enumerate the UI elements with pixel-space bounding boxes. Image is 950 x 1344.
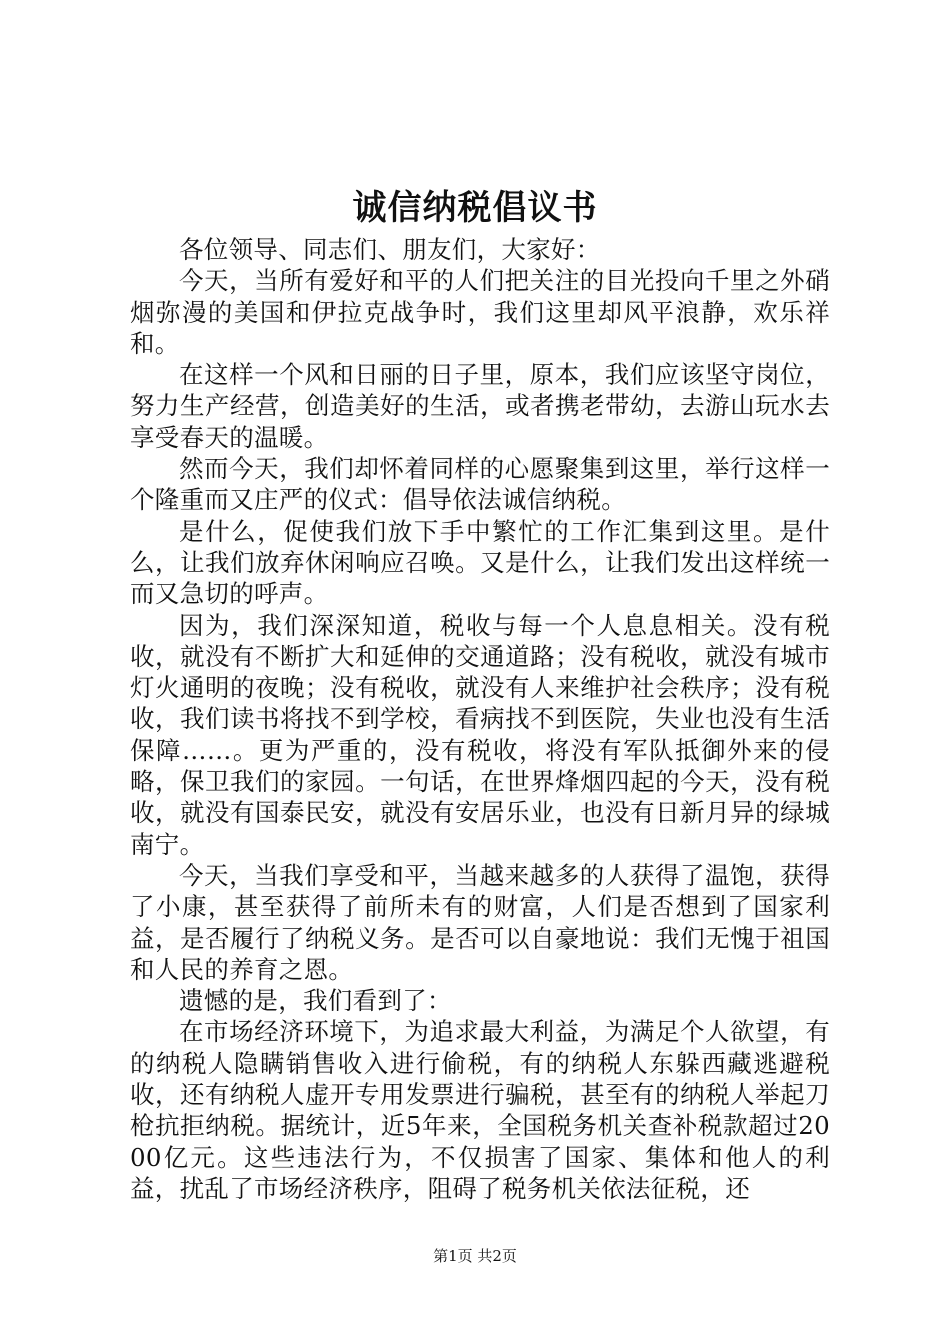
document-body <box>130 234 830 1204</box>
paragraph: 今天，当我们享受和平，当越来越多的人获得了温饱，获得了小康，甚至获得了前所未有的财富，人们是否想到了国家利益，是否履行了纳税义务。是否可以自豪地说：我们无愧于祖国和人民的养育之恩。 <box>130 860 830 984</box>
paragraph: 因为，我们深深知道，税收与每一个人息息相关。没有税收，就没有不断扩大和延伸的交通道路；没有税收，就没有城市灯火通明的夜晚；没有税收，就没有人来维护社会秩序；没有税收，我们读书将找不到学校，看病找不到医院，失业也没有生活保障……。更为严重的，没有税收，将没有军队抵御外来的侵略，保卫我们的家园。一句话，在世界烽烟四起的今天，没有税收，就没有国泰民安，就没有安居乐业，也没有日新月异的绿城南宁。 <box>130 610 830 859</box>
paragraph: 今天，当所有爱好和平的人们把关注的目光投向千里之外硝烟弥漫的美国和伊拉克战争时，我们这里却风平浪静，欢乐祥和。 <box>130 266 830 358</box>
document-title: 诚信纳税倡议书 <box>352 188 598 228</box>
paragraph: 是什么，促使我们放下手中繁忙的工作汇集到这里。是什么，让我们放弃休闲响应召唤。又是什么，让我们发出这样统一而又急切的呼声。 <box>130 516 830 609</box>
paragraph-greeting: 各位领导、同志们、朋友们，大家好： <box>179 235 601 264</box>
page-footer: 第1页 共2页 <box>433 1247 517 1265</box>
paragraph: 遗憾的是，我们看到了： <box>179 986 452 1016</box>
paragraph: 然而今天，我们却怀着同样的心愿聚集到这里，举行这样一个隆重而又庄严的仪式：倡导依法诚信纳税。 <box>130 454 830 515</box>
paragraph: 在市场经济环境下，为追求最大利益，为满足个人欲望，有的纳税人隐瞒销售收入进行偷税，有的纳税人东躲西藏逃避税收，还有纳税人虚开专用发票进行骗税，甚至有的纳税人举起刀枪抗拒纳税。据统计，近5年来，全国税务机关查补税款超过2000亿元。这些违法行为，不仅损害了国家、集体和他人的利益，扰乱了市场经济秩序，阻碍了税务机关依法征税，还 <box>130 1017 830 1203</box>
paragraph: 在这样一个风和日丽的日子里，原本，我们应该坚守岗位，努力生产经营，创造美好的生活，或者携老带幼，去游山玩水去享受春天的温暖。 <box>130 360 830 452</box>
